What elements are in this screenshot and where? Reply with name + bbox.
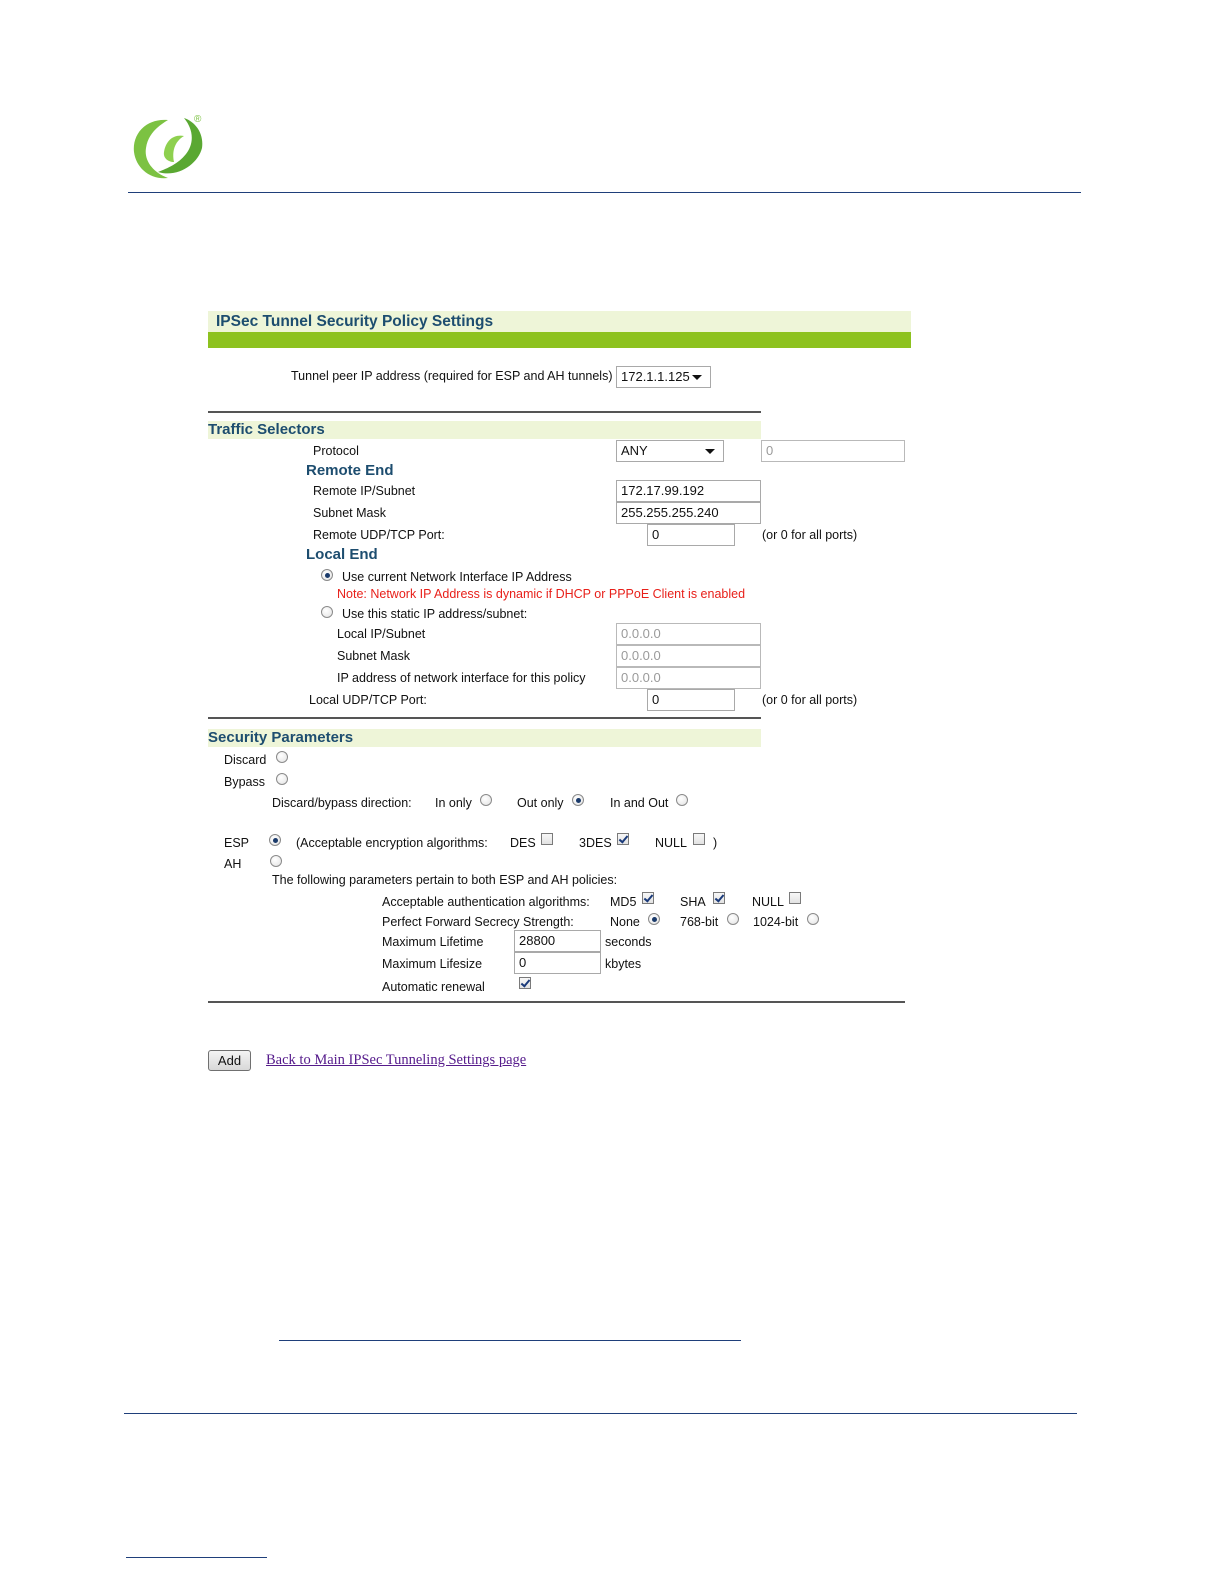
pfs-label: Perfect Forward Secrecy Strength: — [382, 915, 574, 929]
remote-mask-field[interactable]: 255.255.255.240 — [616, 502, 761, 524]
company-logo — [128, 112, 212, 186]
lifesize-unit: kbytes — [605, 957, 642, 971]
local-port-hint: (or 0 for all ports) — [762, 693, 858, 707]
remote-port-label: Remote UDP/TCP Port: — [313, 528, 445, 542]
peer-ip-value: 172.1.1.125 — [621, 369, 690, 384]
pfs-768-radio[interactable] — [727, 913, 739, 925]
lifetime-field[interactable]: 28800 — [514, 930, 601, 952]
blank-underline — [279, 1340, 741, 1341]
ah-label: AH — [224, 857, 242, 871]
md5-label: MD5 — [610, 895, 637, 909]
pfs-none-radio[interactable] — [648, 913, 660, 925]
esp-label: ESP — [224, 836, 250, 850]
header-rule — [128, 192, 1081, 193]
in-and-out-radio[interactable] — [676, 794, 688, 806]
in-only-label: In only — [435, 796, 472, 810]
discard-label: Discard — [224, 753, 267, 767]
des-label: DES — [510, 836, 536, 850]
lifesize-field[interactable]: 0 — [514, 952, 601, 974]
dynamic-ip-note: Note: Network IP Address is dynamic if DHCP or PPPoE Client is enabled — [337, 587, 746, 601]
3des-checkbox[interactable] — [617, 833, 629, 845]
md5-checkbox[interactable] — [642, 892, 654, 904]
security-parameters-heading: Security Parameters — [208, 729, 354, 746]
sha-checkbox[interactable] — [713, 892, 725, 904]
local-ip-label: Local IP/Subnet — [337, 627, 426, 641]
divider — [208, 1001, 905, 1003]
lifesize-label: Maximum Lifesize — [382, 957, 483, 971]
registered-mark: ® — [194, 114, 202, 125]
local-mask-label: Subnet Mask — [337, 649, 410, 663]
pfs-1024-radio[interactable] — [807, 913, 819, 925]
footnote-rule — [126, 1557, 267, 1558]
back-to-main-link[interactable]: Back to Main IPSec Tunneling Settings page — [266, 1052, 527, 1068]
use-static-ip-radio[interactable] — [321, 606, 333, 618]
chevron-down-icon — [692, 375, 702, 380]
protocol-label: Protocol — [313, 444, 359, 458]
in-only-radio[interactable] — [480, 794, 492, 806]
protocol-value: ANY — [621, 443, 648, 458]
esp-radio[interactable] — [269, 834, 281, 846]
footer-rule — [124, 1413, 1077, 1414]
remote-ip-field[interactable]: 172.17.99.192 — [616, 480, 761, 502]
in-and-out-label: In and Out — [610, 796, 669, 810]
auth-label: Acceptable authentication algorithms: — [382, 895, 590, 909]
null-auth-checkbox[interactable] — [789, 892, 801, 904]
pfs-768-label: 768-bit — [680, 915, 719, 929]
remote-ip-label: Remote IP/Subnet — [313, 484, 416, 498]
null-auth-label: NULL — [752, 895, 784, 909]
out-only-radio[interactable] — [572, 794, 584, 806]
local-port-field[interactable]: 0 — [647, 689, 735, 711]
lifetime-unit: seconds — [605, 935, 652, 949]
remote-port-field[interactable]: 0 — [647, 524, 735, 546]
panel-title: IPSec Tunnel Security Policy Settings — [216, 313, 494, 330]
use-current-ip-radio[interactable] — [321, 569, 333, 581]
protocol-number-field[interactable]: 0 — [761, 440, 905, 462]
chevron-down-icon — [705, 449, 715, 454]
local-end-heading: Local End — [306, 546, 378, 563]
lifetime-label: Maximum Lifetime — [382, 935, 484, 949]
renewal-checkbox[interactable] — [519, 977, 531, 989]
remote-port-hint: (or 0 for all ports) — [762, 528, 858, 542]
renewal-label: Automatic renewal — [382, 980, 485, 994]
pfs-1024-label: 1024-bit — [753, 915, 799, 929]
title-accent-bar — [208, 332, 911, 348]
out-only-label: Out only — [517, 796, 564, 810]
add-button[interactable]: Add — [208, 1050, 251, 1071]
des-checkbox[interactable] — [541, 833, 553, 845]
direction-label: Discard/bypass direction: — [272, 796, 412, 810]
pertain-text: The following parameters pertain to both ESP and AH policies: — [272, 873, 618, 887]
null-enc-checkbox[interactable] — [693, 833, 705, 845]
protocol-select[interactable] — [616, 440, 724, 462]
peer-ip-select[interactable] — [616, 366, 711, 388]
use-static-ip-label: Use this static IP address/subnet: — [342, 607, 528, 621]
esp-algorithms-label: (Acceptable encryption algorithms: — [296, 836, 488, 850]
local-port-label: Local UDP/TCP Port: — [309, 693, 427, 707]
bypass-label: Bypass — [224, 775, 265, 789]
null-enc-label: NULL — [655, 836, 687, 850]
iface-ip-label: IP address of network interface for this policy — [337, 671, 586, 685]
ah-radio[interactable] — [270, 855, 282, 867]
peer-label: Tunnel peer IP address (required for ESP and AH tunnels) — [291, 369, 613, 383]
close-paren: ) — [713, 836, 718, 850]
bypass-radio[interactable] — [276, 773, 288, 785]
divider — [208, 717, 761, 719]
discard-radio[interactable] — [276, 751, 288, 763]
remote-mask-label: Subnet Mask — [313, 506, 386, 520]
3des-label: 3DES — [579, 836, 612, 850]
local-ip-field[interactable]: 0.0.0.0 — [616, 623, 761, 645]
divider — [208, 411, 761, 413]
use-current-ip-label: Use current Network Interface IP Address — [342, 570, 572, 584]
pfs-none-label: None — [610, 915, 640, 929]
iface-ip-field[interactable]: 0.0.0.0 — [616, 667, 761, 689]
remote-end-heading: Remote End — [306, 462, 394, 479]
traffic-selectors-heading: Traffic Selectors — [208, 421, 325, 438]
sha-label: SHA — [680, 895, 706, 909]
local-mask-field[interactable]: 0.0.0.0 — [616, 645, 761, 667]
